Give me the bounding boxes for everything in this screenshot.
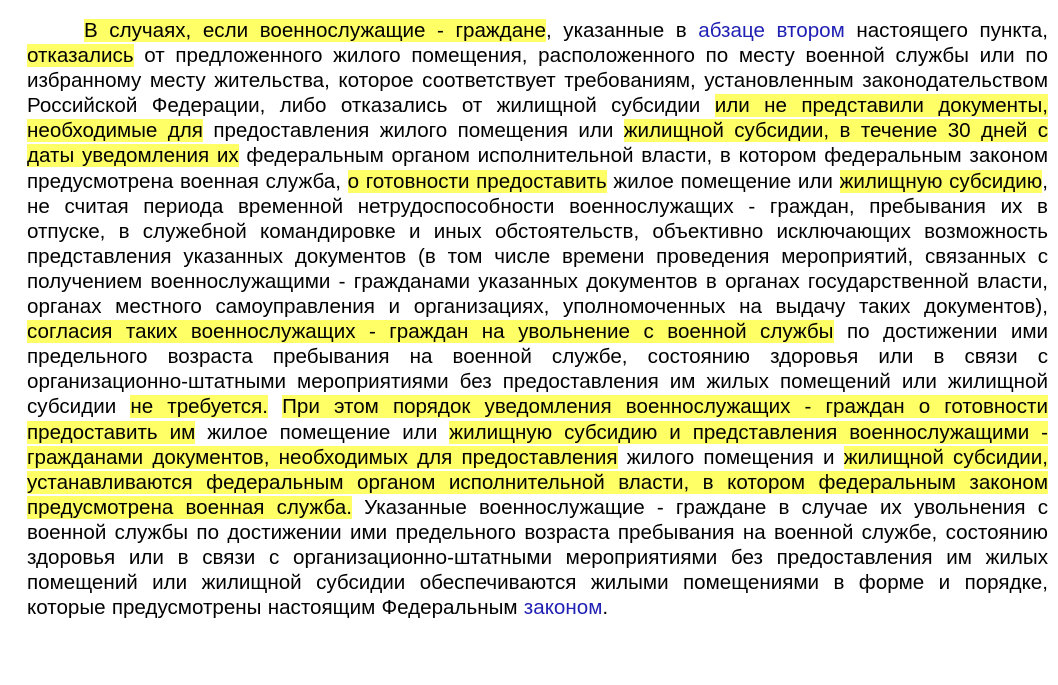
document-paragraph bbox=[27, 18, 1048, 620]
law-reference-link[interactable]: законом bbox=[523, 596, 603, 620]
paragraph-text: жилое помещение или bbox=[195, 420, 450, 444]
highlighted-text: отказались bbox=[27, 44, 134, 68]
law-reference-link[interactable]: абзаце bbox=[698, 19, 765, 42]
highlighted-text: согласия таких военнослужащих - граждан на увольнение с военной службы bbox=[27, 320, 834, 344]
paragraph-text: , указанные в bbox=[545, 19, 699, 42]
highlighted-text: При этом порядок уведомления военнослужащих - граждан о готовности предоставить им bbox=[27, 395, 1048, 444]
paragraph-text: , не считая периода временной нетрудоспособности военнослужащих - граждан, пребывания их в отпуске, в служебной командировке и иных обстоятельств, объективно исключающих возможность представления указанных документов (в том числе времени проведения мероприятий, связанных с получением военнослужащими - гражданами указанных документов в органах государственной власти, органах местного самоуправления и организациях, уполномоченных на выдачу таких документов), bbox=[27, 169, 1048, 319]
highlighted-text: или не представили документы, необходимые для bbox=[27, 94, 1048, 143]
paragraph-text: Указанные военнослужащие - граждане в случае их увольнения с военной службы по достижении ими предельного возраста пребывания на военной службе, состоянию здоровья или в связи с организационно-штатными мероприятиями без предоставления им жилых помещений или жилищной субсидии обеспечиваются жилыми помещениями в форме и порядке, которые предусмотрены настоящим Федеральным bbox=[27, 495, 1048, 620]
paragraph-text: жилое помещение или bbox=[606, 169, 840, 193]
paragraph-text: . bbox=[602, 596, 609, 620]
highlighted-text: жилищную субсидию и представления военнослужащими - гражданами документов, необходимых для предоставления bbox=[27, 420, 1049, 469]
highlighted-text: о готовности предоставить bbox=[347, 169, 607, 193]
highlighted-text: не требуется. bbox=[130, 395, 268, 419]
highlighted-text: В случаях, если военнослужащие - граждане bbox=[84, 19, 546, 42]
highlighted-text: жилищную субсидию bbox=[839, 169, 1043, 193]
paragraph-text: настоящего пункта, bbox=[844, 19, 1048, 42]
paragraph-text bbox=[268, 395, 282, 418]
paragraph-text: предоставления жилого помещения или bbox=[202, 119, 624, 143]
paragraph-text: от предложенного жилого помещения, расположенного по месту военной службы или по избранному месту жительства, которое соответствует требованиям, установленным законодательством Российской Федерации, либо отказались от жилищной субсидии bbox=[27, 44, 1048, 118]
paragraph-text bbox=[765, 19, 777, 42]
paragraph-text: федеральным органом исполнительной власти, в котором федеральным законом предусмотрена военная служба, bbox=[27, 144, 1048, 193]
law-reference-link[interactable]: втором bbox=[776, 19, 845, 42]
highlighted-text: жилищной субсидии, в течение 30 дней с даты уведомления их bbox=[27, 119, 1049, 168]
paragraph-text: жилого помещения и bbox=[617, 445, 844, 469]
paragraph-text: по достижении ими предельного возраста пребывания на военной службе, состоянию здоровья или в связи с организационно-штатными мероприятиями без предоставления им жилых помещений или жилищной субсидии bbox=[27, 320, 1048, 419]
highlighted-text: жилищной субсидии, устанавливаются федеральным органом исполнительной власти, в котором федеральным законом предусмотрена военная служба. bbox=[27, 445, 1048, 519]
